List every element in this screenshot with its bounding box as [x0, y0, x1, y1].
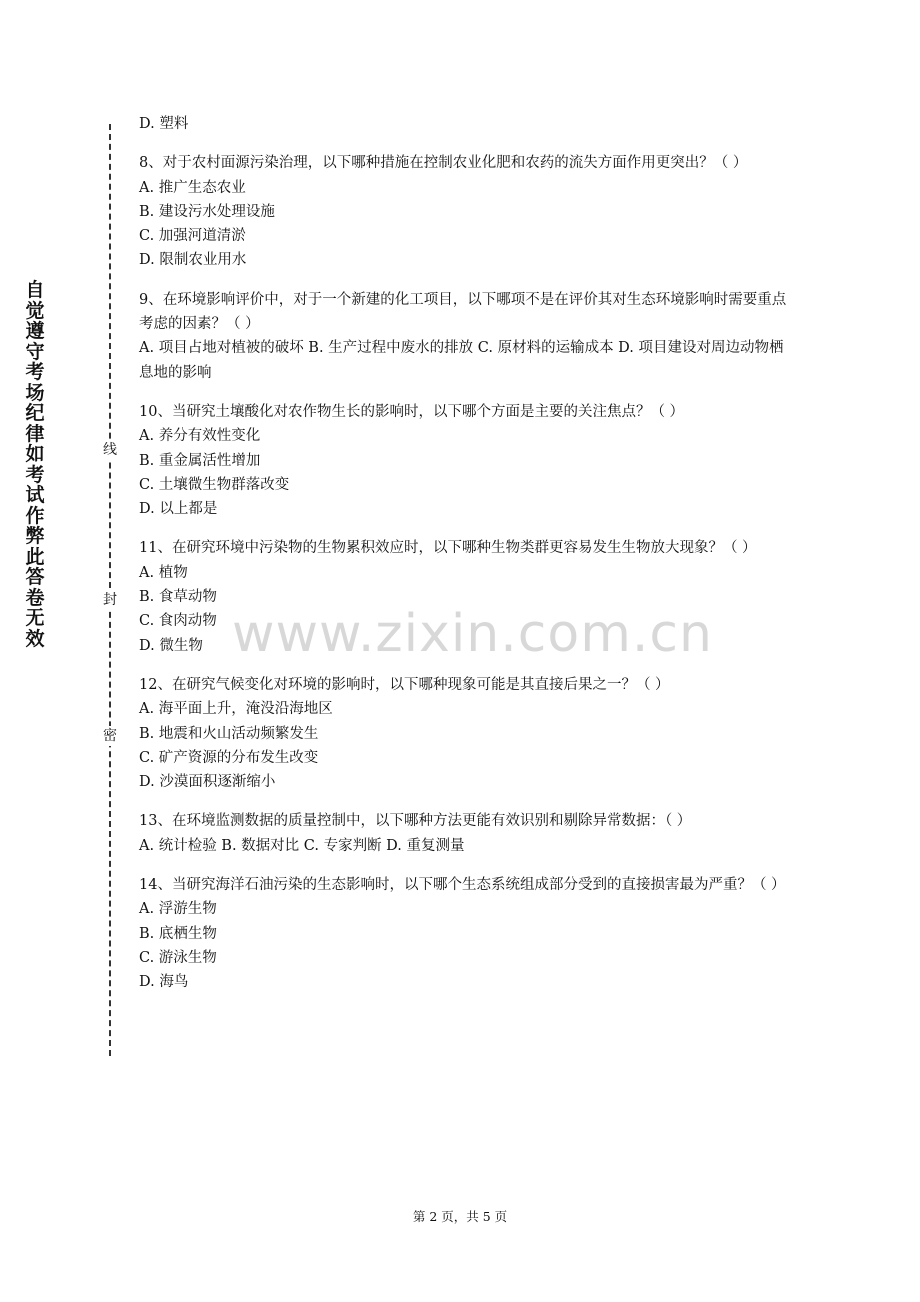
question-content	[139, 112, 789, 995]
option-b: B. 地震和火山活动频繁发生	[139, 725, 319, 742]
question-text: 8、对于农村面源污染治理，以下哪种措施在控制农业化肥和农药的流失方面作用更突出？（ ）	[139, 155, 748, 172]
seal-char-line: 线	[100, 440, 120, 460]
watermark: www.zixin.com.cn	[232, 604, 713, 664]
page-number-footer: 第 2 页，共 5 页	[412, 1209, 508, 1224]
exam-discipline-notice: 自觉遵守考场纪律如考试作弊此答卷无效	[25, 279, 45, 650]
option-d: D. 微生物	[139, 637, 203, 654]
option-c: C. 加强河道清淤	[139, 228, 246, 245]
option-b: B. 建设污水处理设施	[139, 203, 275, 220]
question-text: 13、在环境监测数据的质量控制中，以下哪种方法更能有效识别和剔除异常数据：（ ）	[139, 813, 692, 830]
option-b: B. 食草动物	[139, 589, 217, 606]
question-text: 10、当研究土壤酸化对农作物生长的影响时，以下哪个方面是主要的关注焦点？（ ）	[139, 403, 685, 420]
option-a: A. 浮游生物	[139, 901, 217, 918]
question-13	[139, 809, 789, 858]
question-text: 12、在研究气候变化对环境的影响时，以下哪种现象可能是其直接后果之一？（ ）	[139, 676, 670, 693]
previous-question-option-d: D. 塑料	[139, 116, 189, 132]
option-a: A. 海平面上升，淹没沿海地区	[139, 701, 333, 718]
question-10	[139, 400, 789, 521]
question-text: 11、在研究环境中污染物的生物累积效应时，以下哪种生物类群更容易发生生物放大现象？（ ）	[139, 540, 757, 557]
option-c: C. 游泳生物	[139, 949, 217, 966]
question-text: 14、当研究海洋石油污染的生态影响时，以下哪个生态系统组成部分受到的直接损害最为严重？（ ）	[139, 877, 786, 894]
inline-options: A. 项目占地对植被的破坏 B. 生产过程中废水的排放 C. 原材料的运输成本 D. 项目建设对周边动物栖息地的影响	[139, 340, 784, 381]
option-d: D. 以上都是	[139, 501, 218, 518]
option-c: C. 土壤微生物群落改变	[139, 476, 290, 493]
question-8	[139, 151, 789, 272]
option-a: A. 养分有效性变化	[139, 428, 261, 445]
option-d: D. 海鸟	[139, 974, 189, 991]
option-b: B. 底栖生物	[139, 925, 217, 942]
question-text: 9、在环境影响评价中，对于一个新建的化工项目，以下哪项不是在评价其对生态环境影响时需要重点考虑的因素？（ ）	[139, 291, 787, 333]
option-c: C. 矿产资源的分布发生改变	[139, 749, 319, 766]
option-c: C. 食肉动物	[139, 613, 217, 630]
inline-options: A. 统计检验 B. 数据对比 C. 专家判断 D. 重复测量	[139, 837, 465, 854]
option-a: A. 推广生态农业	[139, 179, 246, 196]
question-9	[139, 288, 789, 385]
option-b: B. 重金属活性增加	[139, 452, 261, 469]
seal-char-secret: 密	[100, 726, 120, 746]
option-d: D. 限制农业用水	[139, 252, 247, 269]
option-a: A. 植物	[139, 564, 188, 581]
question-11	[139, 536, 789, 657]
question-12	[139, 673, 789, 794]
option-d: D. 沙漠面积逐渐缩小	[139, 774, 276, 791]
seal-char-seal: 封	[100, 590, 120, 610]
question-14	[139, 873, 789, 994]
